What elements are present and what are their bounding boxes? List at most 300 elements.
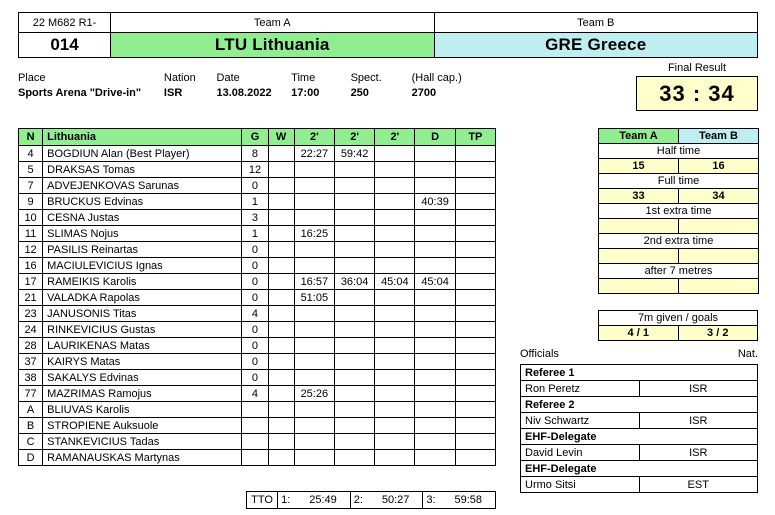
official-name-row <box>521 381 758 397</box>
player-warning <box>268 226 294 242</box>
player-suspension-2 <box>334 434 374 450</box>
player-disqualification: 45:04 <box>415 274 455 290</box>
official-name-row <box>521 445 758 461</box>
player-name: KAIRYS Matas <box>43 354 242 370</box>
player-tp <box>455 402 495 418</box>
player-tp <box>455 258 495 274</box>
official-nationality: ISR <box>639 445 758 461</box>
player-tp <box>455 146 495 162</box>
player-tp <box>455 354 495 370</box>
player-warning <box>268 402 294 418</box>
player-goals: 0 <box>242 178 268 194</box>
seven-metres-team-a: 4 / 1 <box>599 326 679 341</box>
hall-capacity-value: 2700 <box>411 87 437 99</box>
player-tp <box>455 226 495 242</box>
player-suspension-1 <box>294 354 334 370</box>
score-section-b: 34 <box>679 189 759 204</box>
player-name: DRAKSAS Tomas <box>43 162 242 178</box>
player-suspension-3 <box>375 322 415 338</box>
score-panel <box>598 128 759 294</box>
player-tp <box>455 450 495 466</box>
player-name: MACIULEVICIUS Ignas <box>43 258 242 274</box>
player-suspension-3 <box>375 370 415 386</box>
col-header-suspension-2: 2' <box>334 129 374 146</box>
player-tp <box>455 194 495 210</box>
table-row <box>19 194 496 210</box>
officials-title: Officials <box>520 348 559 360</box>
player-name: BRUCKUS Edvinas <box>43 194 242 210</box>
table-row <box>19 306 496 322</box>
score-section-a <box>599 249 679 264</box>
player-tp <box>455 162 495 178</box>
table-row <box>19 418 496 434</box>
date-label: Date <box>216 72 240 84</box>
player-suspension-2 <box>334 402 374 418</box>
col-header-suspension-1: 2' <box>294 129 334 146</box>
player-number: 16 <box>19 258 43 274</box>
score-section-values-row <box>599 249 759 264</box>
player-goals <box>242 402 268 418</box>
player-warning <box>268 146 294 162</box>
player-suspension-3 <box>375 162 415 178</box>
table-row <box>19 274 496 290</box>
player-warning <box>268 162 294 178</box>
player-tp <box>455 418 495 434</box>
player-warning <box>268 322 294 338</box>
player-number: 24 <box>19 322 43 338</box>
official-nationality: ISR <box>639 381 758 397</box>
col-header-name: Lithuania <box>43 129 242 146</box>
player-suspension-3 <box>375 290 415 306</box>
player-disqualification <box>415 306 455 322</box>
player-tp <box>455 178 495 194</box>
player-name: STANKEVICIUS Tadas <box>43 434 242 450</box>
seven-metres-title-row <box>599 311 758 326</box>
player-disqualification <box>415 178 455 194</box>
player-name: RAMANAUSKAS Martynas <box>43 450 242 466</box>
player-suspension-2 <box>334 210 374 226</box>
player-disqualification <box>415 418 455 434</box>
match-info <box>18 72 488 99</box>
player-number: D <box>19 450 43 466</box>
player-suspension-1 <box>294 178 334 194</box>
player-tp <box>455 242 495 258</box>
player-suspension-1 <box>294 338 334 354</box>
player-disqualification <box>415 370 455 386</box>
col-header-suspension-3: 2' <box>375 129 415 146</box>
player-goals: 0 <box>242 338 268 354</box>
official-name: Niv Schwartz <box>521 413 640 429</box>
table-row <box>19 258 496 274</box>
seven-metres-team-b: 3 / 2 <box>678 326 758 341</box>
score-section-a: 33 <box>599 189 679 204</box>
player-disqualification <box>415 434 455 450</box>
player-suspension-2 <box>334 370 374 386</box>
team-b-label: Team B <box>435 13 758 33</box>
player-number: 28 <box>19 338 43 354</box>
score-section-values-row <box>599 219 759 234</box>
official-role-row <box>521 365 758 381</box>
table-row <box>19 146 496 162</box>
player-suspension-1 <box>294 306 334 322</box>
team-a-name: LTU Lithuania <box>111 33 434 57</box>
player-number: 12 <box>19 242 43 258</box>
tto-value-3: 59:58 <box>442 492 496 509</box>
player-warning <box>268 354 294 370</box>
player-suspension-3: 45:04 <box>375 274 415 290</box>
player-number: 7 <box>19 178 43 194</box>
final-result-block <box>636 62 758 111</box>
score-section-title-row <box>599 204 759 219</box>
player-name: SAKALYS Edvinas <box>43 370 242 386</box>
player-goals: 0 <box>242 242 268 258</box>
player-suspension-1 <box>294 210 334 226</box>
player-tp <box>455 434 495 450</box>
match-number-block <box>19 13 111 57</box>
team-time-out-row <box>246 491 496 509</box>
score-section-b <box>679 249 759 264</box>
player-suspension-2: 59:42 <box>334 146 374 162</box>
player-disqualification: 40:39 <box>415 194 455 210</box>
table-row <box>19 434 496 450</box>
score-section-b <box>679 219 759 234</box>
player-disqualification <box>415 210 455 226</box>
score-section-a <box>599 219 679 234</box>
player-suspension-3 <box>375 418 415 434</box>
score-section-title: after 7 metres <box>599 264 759 279</box>
tto-label: TTO <box>247 492 278 509</box>
player-tp <box>455 338 495 354</box>
player-disqualification <box>415 354 455 370</box>
player-warning <box>268 194 294 210</box>
player-disqualification <box>415 338 455 354</box>
player-goals: 0 <box>242 354 268 370</box>
table-row <box>19 338 496 354</box>
player-name: STROPIENE Auksuole <box>43 418 242 434</box>
player-suspension-3 <box>375 258 415 274</box>
tto-value-2: 50:27 <box>369 492 423 509</box>
official-nationality: ISR <box>639 413 758 429</box>
table-row <box>19 450 496 466</box>
player-suspension-1 <box>294 322 334 338</box>
score-section-title-row <box>599 174 759 189</box>
time-value: 17:00 <box>291 87 320 99</box>
player-suspension-1 <box>294 194 334 210</box>
col-header-warning: W <box>268 129 294 146</box>
player-goals: 0 <box>242 322 268 338</box>
player-goals: 1 <box>242 194 268 210</box>
player-name: PASILIS Reinartas <box>43 242 242 258</box>
player-tp <box>455 306 495 322</box>
player-name: LAURIKENAS Matas <box>43 338 242 354</box>
player-warning <box>268 418 294 434</box>
score-section-b <box>679 279 759 294</box>
player-suspension-1 <box>294 402 334 418</box>
player-suspension-1 <box>294 162 334 178</box>
time-label: Time <box>291 72 316 84</box>
player-suspension-2 <box>334 194 374 210</box>
player-suspension-3 <box>375 450 415 466</box>
player-table-header-row <box>19 129 496 146</box>
player-suspension-3 <box>375 146 415 162</box>
place-value: Sports Arena "Drive-in" <box>18 87 142 99</box>
player-name: RAMEIKIS Karolis <box>43 274 242 290</box>
player-table <box>18 128 496 466</box>
score-section-title: 1st extra time <box>599 204 759 219</box>
player-suspension-3 <box>375 210 415 226</box>
player-suspension-3 <box>375 354 415 370</box>
player-suspension-3 <box>375 242 415 258</box>
player-disqualification <box>415 258 455 274</box>
score-section-a <box>599 279 679 294</box>
table-row <box>19 370 496 386</box>
player-goals: 3 <box>242 210 268 226</box>
player-suspension-1 <box>294 434 334 450</box>
player-suspension-1 <box>294 242 334 258</box>
player-suspension-1 <box>294 370 334 386</box>
team-b-block <box>435 13 758 57</box>
player-name: CESNA Justas <box>43 210 242 226</box>
player-warning <box>268 370 294 386</box>
player-suspension-2 <box>334 386 374 402</box>
player-warning <box>268 338 294 354</box>
official-role: Referee 1 <box>521 365 758 381</box>
player-number: 11 <box>19 226 43 242</box>
table-row <box>19 322 496 338</box>
player-disqualification <box>415 290 455 306</box>
official-nationality: EST <box>639 477 758 493</box>
official-role: Referee 2 <box>521 397 758 413</box>
team-a-label: Team A <box>111 13 434 33</box>
tto-index-2: 2: <box>350 492 369 509</box>
player-suspension-3 <box>375 386 415 402</box>
hall-capacity-label: (Hall cap.) <box>411 72 462 84</box>
player-goals: 0 <box>242 290 268 306</box>
player-number: A <box>19 402 43 418</box>
official-role: EHF-Delegate <box>521 461 758 477</box>
table-row <box>19 386 496 402</box>
player-suspension-3 <box>375 178 415 194</box>
player-suspension-1: 22:27 <box>294 146 334 162</box>
player-tp <box>455 210 495 226</box>
score-section-b: 16 <box>679 159 759 174</box>
player-suspension-3 <box>375 402 415 418</box>
score-panel-team-b: Team B <box>679 129 759 144</box>
player-tp <box>455 386 495 402</box>
player-suspension-2 <box>334 306 374 322</box>
nation-label: Nation <box>163 72 196 84</box>
score-section-title: 2nd extra time <box>599 234 759 249</box>
official-name-row <box>521 477 758 493</box>
player-name: VALADKA Rapolas <box>43 290 242 306</box>
player-goals: 0 <box>242 258 268 274</box>
score-section-values-row <box>599 189 759 204</box>
player-number: 10 <box>19 210 43 226</box>
player-suspension-3 <box>375 338 415 354</box>
player-goals: 8 <box>242 146 268 162</box>
player-warning <box>268 450 294 466</box>
team-b-name: GRE Greece <box>435 33 758 57</box>
officials-heading <box>520 348 758 360</box>
tto-index-1: 1: <box>278 492 297 509</box>
player-disqualification <box>415 386 455 402</box>
nation-value: ISR <box>163 87 183 99</box>
player-disqualification <box>415 226 455 242</box>
date-value: 13.08.2022 <box>216 87 272 99</box>
spectators-label: Spect. <box>350 72 382 84</box>
official-name: David Levin <box>521 445 640 461</box>
player-warning <box>268 306 294 322</box>
official-role-row <box>521 397 758 413</box>
player-goals: 0 <box>242 370 268 386</box>
officials-table-body <box>521 365 758 493</box>
seven-metres-panel <box>598 310 758 341</box>
player-disqualification <box>415 242 455 258</box>
player-table-body <box>19 146 496 466</box>
officials-nat-label: Nat. <box>737 348 758 360</box>
col-header-tp: TP <box>455 129 495 146</box>
player-number: 17 <box>19 274 43 290</box>
match-info-values <box>18 87 488 99</box>
table-row <box>19 402 496 418</box>
player-number: 38 <box>19 370 43 386</box>
player-suspension-3 <box>375 434 415 450</box>
score-section-a: 15 <box>599 159 679 174</box>
player-name: SLIMAS Nojus <box>43 226 242 242</box>
player-suspension-2 <box>334 450 374 466</box>
player-warning <box>268 258 294 274</box>
player-suspension-1 <box>294 258 334 274</box>
score-section-title-row <box>599 264 759 279</box>
official-role: EHF-Delegate <box>521 429 758 445</box>
player-name: JANUSONIS Titas <box>43 306 242 322</box>
table-row <box>19 178 496 194</box>
player-name: BOGDIUN Alan (Best Player) <box>43 146 242 162</box>
player-goals: 0 <box>242 274 268 290</box>
player-goals <box>242 450 268 466</box>
table-row <box>19 242 496 258</box>
player-suspension-2 <box>334 290 374 306</box>
score-section-values-row <box>599 279 759 294</box>
player-number: 37 <box>19 354 43 370</box>
officials-table <box>520 364 758 493</box>
table-row <box>19 162 496 178</box>
seven-metres-values-row <box>599 326 758 341</box>
player-number: 5 <box>19 162 43 178</box>
player-suspension-1 <box>294 450 334 466</box>
player-suspension-2 <box>334 322 374 338</box>
player-disqualification <box>415 146 455 162</box>
player-warning <box>268 274 294 290</box>
player-number: 23 <box>19 306 43 322</box>
player-number: 9 <box>19 194 43 210</box>
match-info-labels <box>18 72 488 84</box>
player-suspension-2 <box>334 354 374 370</box>
player-number: 21 <box>19 290 43 306</box>
spectators-value: 250 <box>350 87 369 99</box>
player-goals <box>242 418 268 434</box>
player-tp <box>455 274 495 290</box>
team-a-block <box>111 13 435 57</box>
player-tp <box>455 290 495 306</box>
player-goals: 4 <box>242 306 268 322</box>
player-warning <box>268 290 294 306</box>
player-number: C <box>19 434 43 450</box>
player-disqualification <box>415 322 455 338</box>
player-disqualification <box>415 450 455 466</box>
player-name: BLIUVAS Karolis <box>43 402 242 418</box>
player-suspension-2 <box>334 162 374 178</box>
tto-value-1: 25:49 <box>296 492 350 509</box>
player-suspension-3 <box>375 226 415 242</box>
tto-index-3: 3: <box>423 492 442 509</box>
player-suspension-1: 51:05 <box>294 290 334 306</box>
player-suspension-1: 16:25 <box>294 226 334 242</box>
final-result-score: 33 : 34 <box>636 76 758 111</box>
player-tp <box>455 322 495 338</box>
final-result-label: Final Result <box>667 62 727 74</box>
player-name: RINKEVICIUS Gustas <box>43 322 242 338</box>
player-warning <box>268 434 294 450</box>
score-section-title: Half time <box>599 144 759 159</box>
score-panel-body <box>599 129 759 294</box>
official-name-row <box>521 413 758 429</box>
player-goals: 4 <box>242 386 268 402</box>
player-suspension-3 <box>375 306 415 322</box>
col-header-number: N <box>19 129 43 146</box>
table-row <box>19 354 496 370</box>
player-suspension-2: 36:04 <box>334 274 374 290</box>
player-suspension-1: 16:57 <box>294 274 334 290</box>
player-name: ADVEJENKOVAS Sarunas <box>43 178 242 194</box>
player-number: 77 <box>19 386 43 402</box>
player-warning <box>268 386 294 402</box>
player-goals: 1 <box>242 226 268 242</box>
score-section-values-row <box>599 159 759 174</box>
table-row <box>19 226 496 242</box>
player-suspension-3 <box>375 194 415 210</box>
official-role-row <box>521 461 758 477</box>
score-section-title-row <box>599 234 759 249</box>
player-name: MAZRIMAS Ramojus <box>43 386 242 402</box>
player-goals: 12 <box>242 162 268 178</box>
player-tp <box>455 370 495 386</box>
player-suspension-2 <box>334 178 374 194</box>
player-suspension-1 <box>294 418 334 434</box>
player-suspension-2 <box>334 242 374 258</box>
seven-metres-title: 7m given / goals <box>599 311 758 326</box>
player-disqualification <box>415 162 455 178</box>
official-role-row <box>521 429 758 445</box>
match-header <box>18 12 758 58</box>
player-warning <box>268 178 294 194</box>
player-number: B <box>19 418 43 434</box>
player-disqualification <box>415 402 455 418</box>
player-warning <box>268 242 294 258</box>
player-suspension-2 <box>334 418 374 434</box>
col-header-disqualification: D <box>415 129 455 146</box>
place-label: Place <box>18 72 46 84</box>
score-section-title-row <box>599 144 759 159</box>
player-warning <box>268 210 294 226</box>
table-row <box>19 290 496 306</box>
score-panel-header-row <box>599 129 759 144</box>
player-suspension-2 <box>334 226 374 242</box>
official-name: Ron Peretz <box>521 381 640 397</box>
player-suspension-2 <box>334 338 374 354</box>
player-suspension-2 <box>334 258 374 274</box>
table-row <box>19 210 496 226</box>
